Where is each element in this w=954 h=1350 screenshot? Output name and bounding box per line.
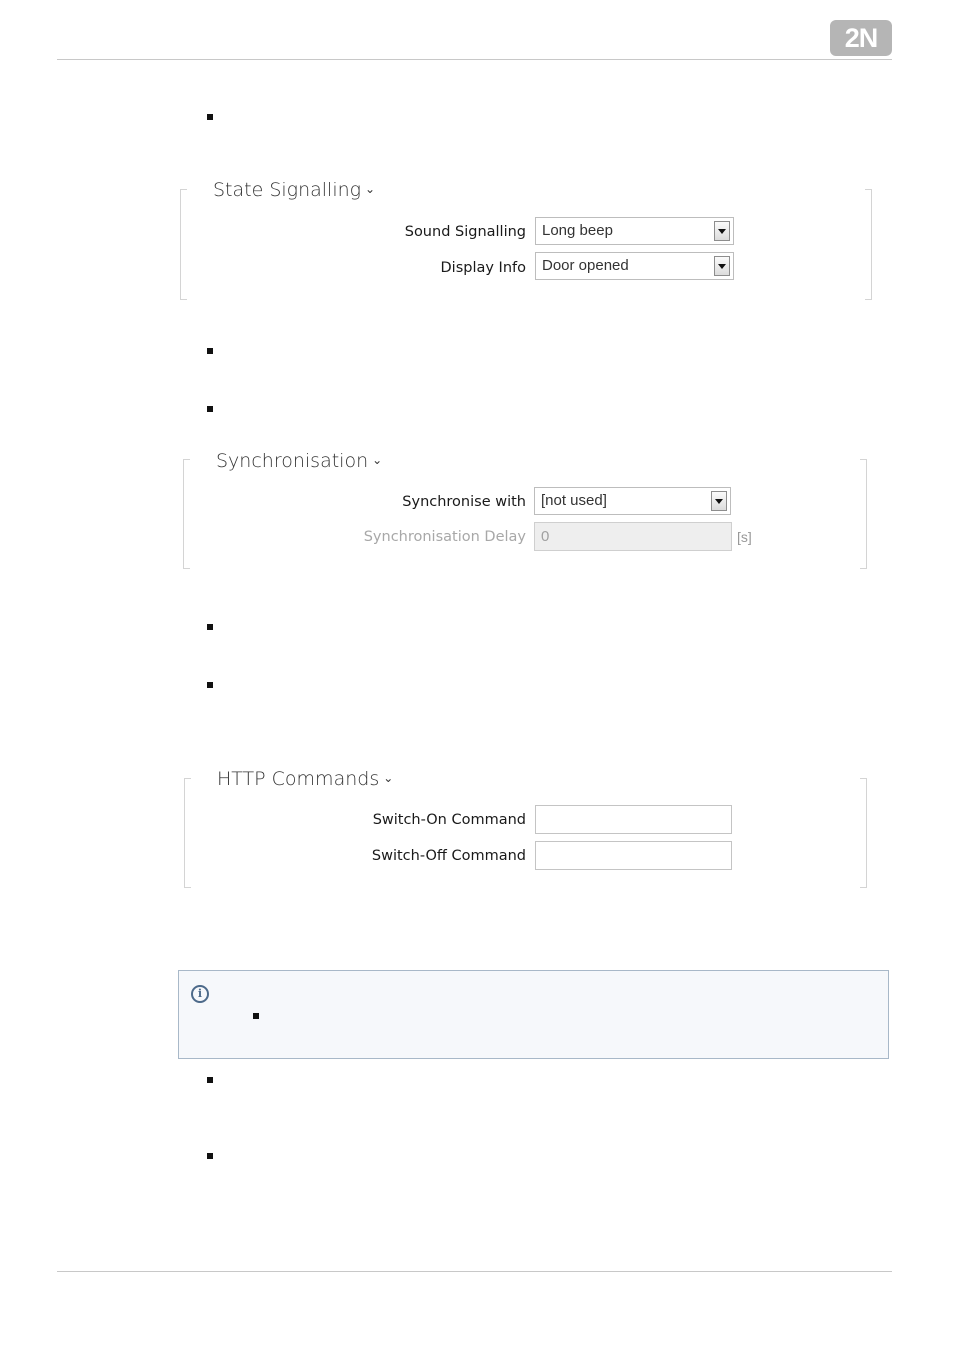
list-bullet [253, 1013, 259, 1019]
synchronise-with-label: Synchronise with [402, 494, 526, 510]
list-bullet [207, 348, 213, 354]
switch-on-command-label: Switch-On Command [372, 812, 526, 828]
chevron-down-icon[interactable]: ⌄ [365, 182, 376, 196]
dropdown-arrow-icon[interactable] [714, 221, 730, 241]
http-commands-title[interactable] [215, 768, 395, 790]
display-info-value: Door opened [542, 257, 629, 274]
list-bullet [207, 624, 213, 630]
list-bullet [207, 1077, 213, 1083]
info-icon: i [191, 985, 209, 1003]
panel-title-text: State Signalling [213, 179, 362, 201]
state-signalling-title[interactable] [211, 179, 377, 201]
synchronisation-delay-unit: [s] [737, 529, 752, 545]
chevron-down-icon[interactable]: ⌄ [372, 453, 383, 467]
sound-signalling-select[interactable] [535, 217, 734, 245]
panel-title-text: Synchronisation [216, 450, 369, 472]
synchronise-with-value: [not used] [541, 492, 607, 509]
panel-title-text: HTTP Commands [217, 768, 380, 790]
header-divider [57, 59, 892, 60]
switch-off-command-input[interactable] [535, 841, 732, 870]
sound-signalling-value: Long beep [542, 222, 613, 239]
synchronisation-delay-value: 0 [541, 528, 550, 545]
panel-bracket-left [183, 459, 190, 569]
state-signalling-panel [180, 189, 872, 300]
list-bullet [207, 682, 213, 688]
list-bullet [207, 406, 213, 412]
http-commands-panel [184, 778, 867, 888]
synchronisation-delay-input[interactable] [534, 522, 732, 551]
synchronisation-title[interactable] [214, 450, 384, 472]
panel-bracket-right [860, 778, 867, 888]
sound-signalling-label: Sound Signalling [404, 224, 526, 240]
display-info-select[interactable] [535, 252, 734, 280]
switch-on-command-input[interactable] [535, 805, 732, 834]
display-info-label: Display Info [440, 260, 526, 276]
synchronisation-panel [183, 459, 867, 569]
switch-off-command-label: Switch-Off Command [371, 848, 526, 864]
dropdown-arrow-icon[interactable] [714, 256, 730, 276]
panel-bracket-right [865, 189, 872, 300]
list-bullet [207, 1153, 213, 1159]
panel-bracket-left [184, 778, 191, 888]
panel-bracket-right [860, 459, 867, 569]
panel-bracket-left [180, 189, 187, 300]
chevron-down-icon[interactable]: ⌄ [383, 771, 394, 785]
list-bullet [207, 114, 213, 120]
synchronise-with-select[interactable] [534, 487, 731, 515]
info-note-box [178, 970, 889, 1059]
footer-divider [57, 1271, 892, 1272]
brand-logo: 2N [830, 20, 892, 56]
synchronisation-delay-label: Synchronisation Delay [363, 529, 526, 545]
dropdown-arrow-icon[interactable] [711, 491, 727, 511]
